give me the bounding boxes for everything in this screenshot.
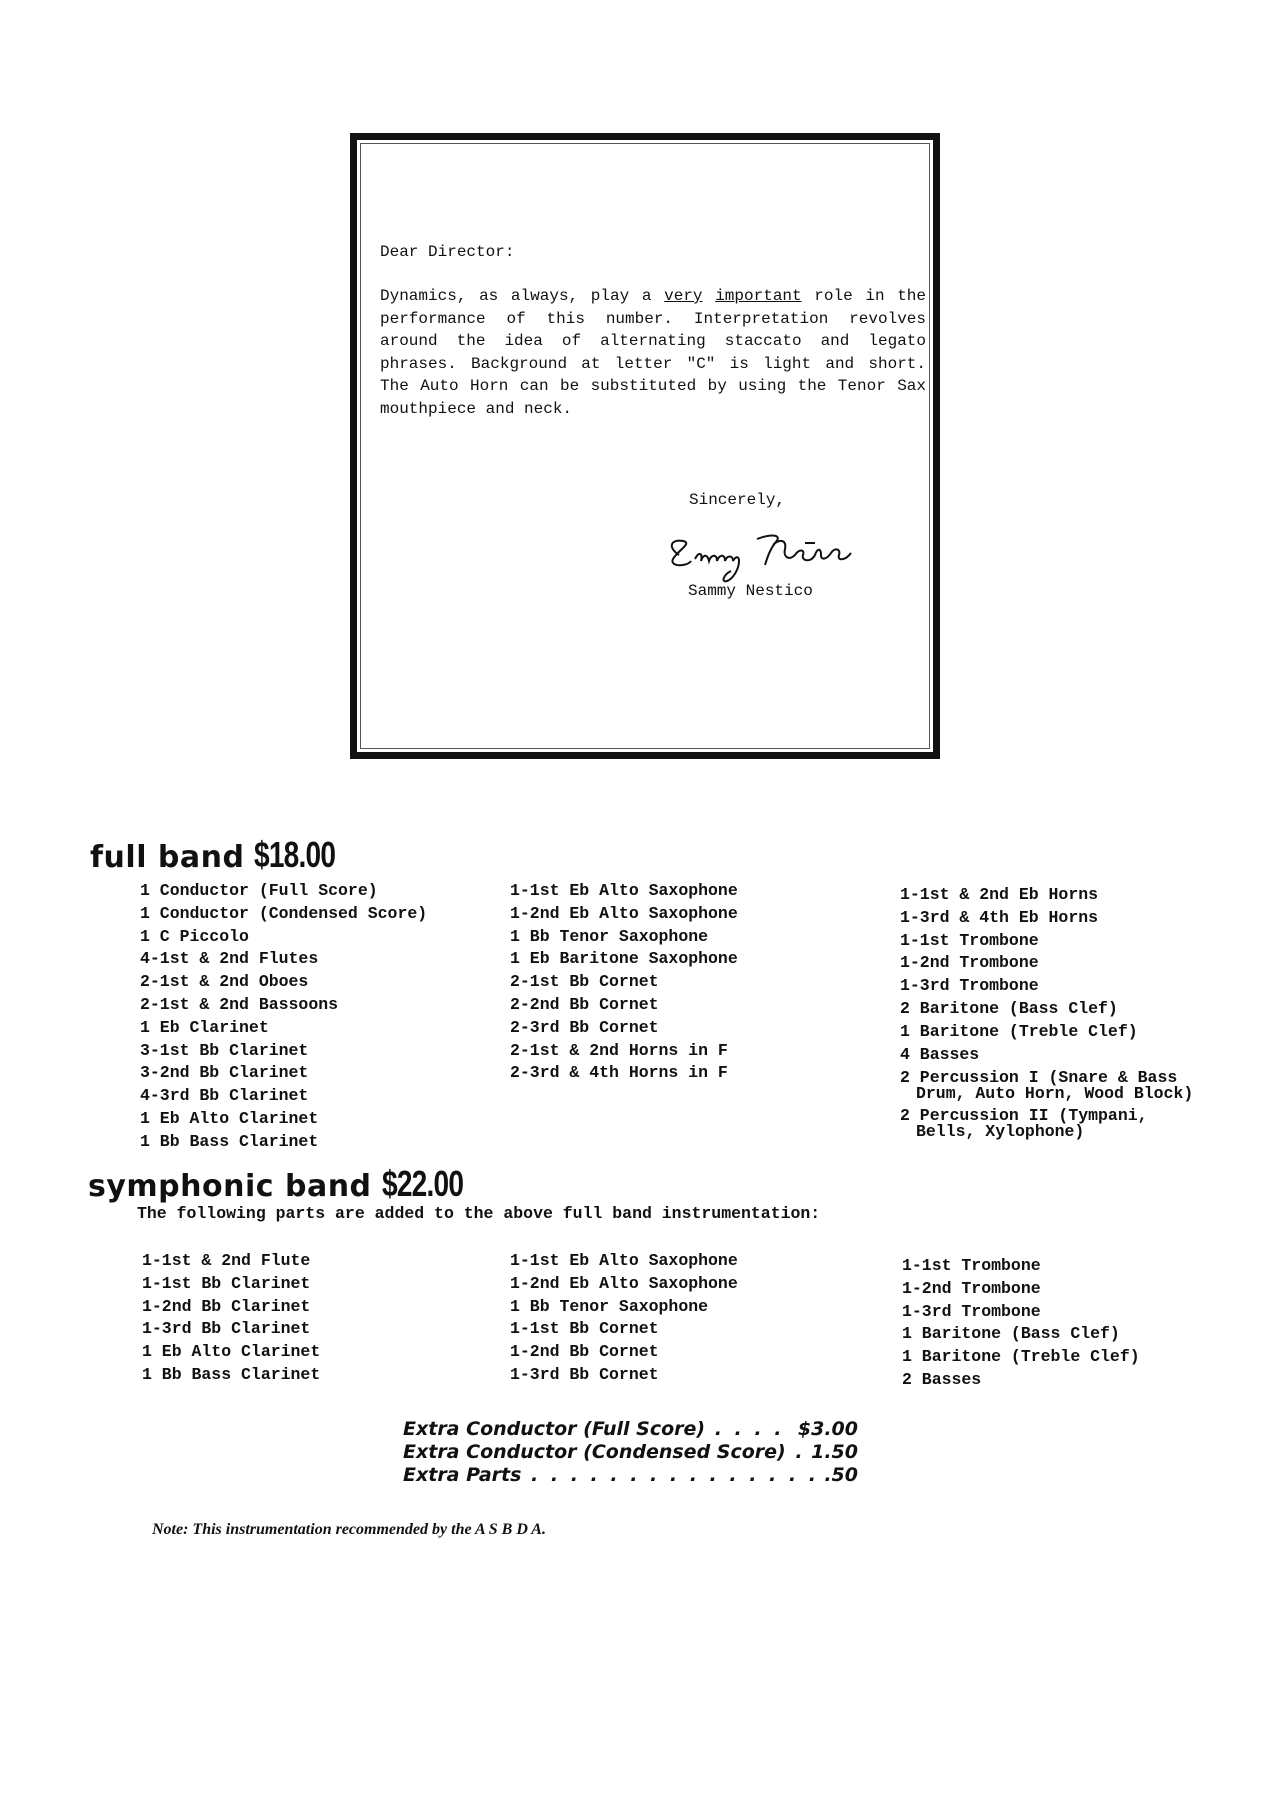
instrument-part-item: 1-2nd Eb Alto Saxophone: [510, 1273, 738, 1293]
instrument-part-item: 1 Bb Tenor Saxophone: [510, 1296, 709, 1316]
instrument-part-item: 1-1st Trombone: [902, 1256, 1041, 1275]
instrument-part-item: 3-1st Bb Clarinet: [140, 1040, 309, 1060]
instrument-part-item: 1 Eb Clarinet: [140, 1017, 269, 1037]
instrument-part-item: 2-2nd Bb Cornet: [510, 994, 659, 1014]
instrument-part-item: 1-2nd Bb Cornet: [510, 1342, 659, 1362]
instrument-part-item: 1 Eb Alto Clarinet: [142, 1342, 321, 1362]
letter-line: The Auto Horn can be substituted by using the Tenor Sax: [380, 377, 926, 395]
symphonic-band-price: $22.00: [381, 1163, 463, 1204]
instrument-part-item: 1 Baritone (Bass Clef): [902, 1324, 1120, 1344]
full-band-column-3: [900, 884, 1193, 1146]
extra-item-price: $3.00: [792, 1418, 858, 1441]
instrument-part-item: 1 Eb Alto Clarinet: [140, 1108, 319, 1128]
instrument-part-item: 1-3rd Trombone: [902, 1301, 1041, 1321]
instrument-part-item: 4-1st & 2nd Flutes: [140, 949, 319, 969]
extra-item-label: Extra Parts . . .: [403, 1464, 818, 1487]
extra-price-row: [403, 1464, 858, 1487]
handwritten-signature: [657, 525, 857, 585]
instrument-part-item: 1-1st & 2nd Eb Horns: [900, 885, 1099, 904]
instrument-part-item: 1-1st Bb Clarinet: [142, 1273, 311, 1293]
instrument-part-item: [900, 1070, 1193, 1102]
instrument-part-item: 1-1st Eb Alto Saxophone: [510, 1251, 738, 1270]
instrument-part-item: 1-1st Trombone: [900, 930, 1039, 950]
symphonic-band-heading: [88, 1163, 486, 1205]
instrument-part-item: 2-1st Bb Cornet: [510, 972, 659, 992]
instrument-part-item: 2-3rd & 4th Horns in F: [510, 1063, 728, 1083]
letter-text: [703, 287, 716, 305]
symphonic-band-column-2: [510, 1250, 738, 1387]
extra-item-label: Extra Conductor (Full Score) . . .: [403, 1418, 792, 1441]
letter-closing: Sincerely,: [689, 491, 786, 509]
instrument-part-item: 1-3rd Bb Cornet: [510, 1364, 659, 1384]
extras-price-list: [403, 1418, 858, 1487]
instrument-part-item: 4 Basses: [900, 1044, 980, 1064]
extra-item-price: 1.50: [805, 1441, 858, 1464]
instrument-part-item: 1-3rd Trombone: [900, 976, 1039, 996]
emphasis-very: very: [664, 287, 703, 305]
instrument-part-item: 2 Basses: [902, 1369, 982, 1389]
instrument-part-line: 2 Percussion II (Tympani,: [900, 1106, 1148, 1126]
instrument-part-item: 1 Bb Bass Clarinet: [140, 1131, 319, 1151]
letter-line: around the idea of alternating staccato and legato: [380, 332, 926, 350]
extra-item-label: Extra Conductor (Condensed Score) . . .: [403, 1441, 805, 1464]
letter-text: role in the: [801, 287, 927, 305]
instrument-part-item: 1 Baritone (Treble Clef): [900, 1021, 1138, 1041]
instrument-part-item: 1 Conductor (Condensed Score): [140, 903, 428, 923]
full-band-heading: [90, 834, 359, 876]
letter-line: performance of this number. Interpretation revolves: [380, 309, 926, 328]
instrument-part-item: 1 Eb Baritone Saxophone: [510, 949, 738, 969]
instrument-part-item: 1-2nd Trombone: [900, 953, 1039, 973]
instrument-part-line: 2 Percussion I (Snare & Bass: [900, 1068, 1178, 1088]
full-band-title: full band: [90, 840, 245, 875]
letter-box: [350, 133, 940, 759]
symphonic-band-column-1: [142, 1250, 320, 1387]
full-band-column-1: [140, 880, 427, 1154]
letter-line: [380, 285, 926, 308]
symphonic-band-column-3: [902, 1255, 1140, 1392]
instrument-part-item: 3-2nd Bb Clarinet: [140, 1063, 309, 1083]
instrument-part-item: 1 C Piccolo: [140, 926, 249, 946]
instrument-part-item: 1-2nd Trombone: [902, 1278, 1041, 1298]
instrument-part-item: 4-3rd Bb Clarinet: [140, 1086, 309, 1106]
instrument-part-item: 2 Baritone (Bass Clef): [900, 998, 1118, 1018]
instrument-part-item: 1-3rd Bb Clarinet: [142, 1319, 311, 1339]
emphasis-important: important: [715, 287, 802, 305]
extra-price-row: [403, 1418, 858, 1441]
letter-text: Dynamics, as always, play a: [380, 287, 665, 305]
extra-price-row: [403, 1441, 858, 1464]
symphonic-band-intro: The following parts are added to the above full band instrumentation:: [137, 1204, 821, 1223]
extra-item-price: .50: [818, 1464, 858, 1487]
instrument-part-item: [900, 1108, 1193, 1140]
instrument-part-line: Bells, Xylophone): [916, 1122, 1085, 1142]
letter-line: phrases. Background at letter "C" is light and short.: [380, 354, 926, 373]
instrument-part-item: 2-3rd Bb Cornet: [510, 1017, 659, 1037]
instrument-part-item: 1-1st Bb Cornet: [510, 1319, 659, 1339]
letter-body: [380, 285, 926, 420]
letter-signer-name: Sammy Nestico: [688, 582, 813, 600]
full-band-column-2: [510, 880, 738, 1085]
instrument-part-item: 2-1st & 2nd Horns in F: [510, 1040, 728, 1060]
instrument-part-item: 1-2nd Bb Clarinet: [142, 1296, 311, 1316]
instrument-part-item: 1-1st Eb Alto Saxophone: [510, 881, 738, 900]
instrument-part-item: 1 Baritone (Treble Clef): [902, 1347, 1140, 1367]
instrument-part-line: Drum, Auto Horn, Wood Block): [916, 1084, 1194, 1104]
letter-salutation: Dear Director:: [380, 243, 515, 261]
instrument-part-item: 1-2nd Eb Alto Saxophone: [510, 903, 738, 923]
footnote: Note: This instrumentation recommended by the A S B D A.: [152, 1521, 546, 1538]
letter-line: mouthpiece and neck.: [380, 399, 573, 418]
instrument-part-item: 1 Bb Tenor Saxophone: [510, 926, 709, 946]
instrument-part-item: 1 Conductor (Full Score): [140, 881, 378, 900]
instrument-part-item: 2-1st & 2nd Bassoons: [140, 994, 339, 1014]
symphonic-band-title: symphonic band: [88, 1169, 372, 1204]
instrument-part-item: 2-1st & 2nd Oboes: [140, 972, 309, 992]
instrument-part-item: 1-3rd & 4th Eb Horns: [900, 907, 1099, 927]
instrument-part-item: 1 Bb Bass Clarinet: [142, 1364, 321, 1384]
full-band-price: $18.00: [254, 834, 336, 875]
instrument-part-item: 1-1st & 2nd Flute: [142, 1251, 311, 1270]
